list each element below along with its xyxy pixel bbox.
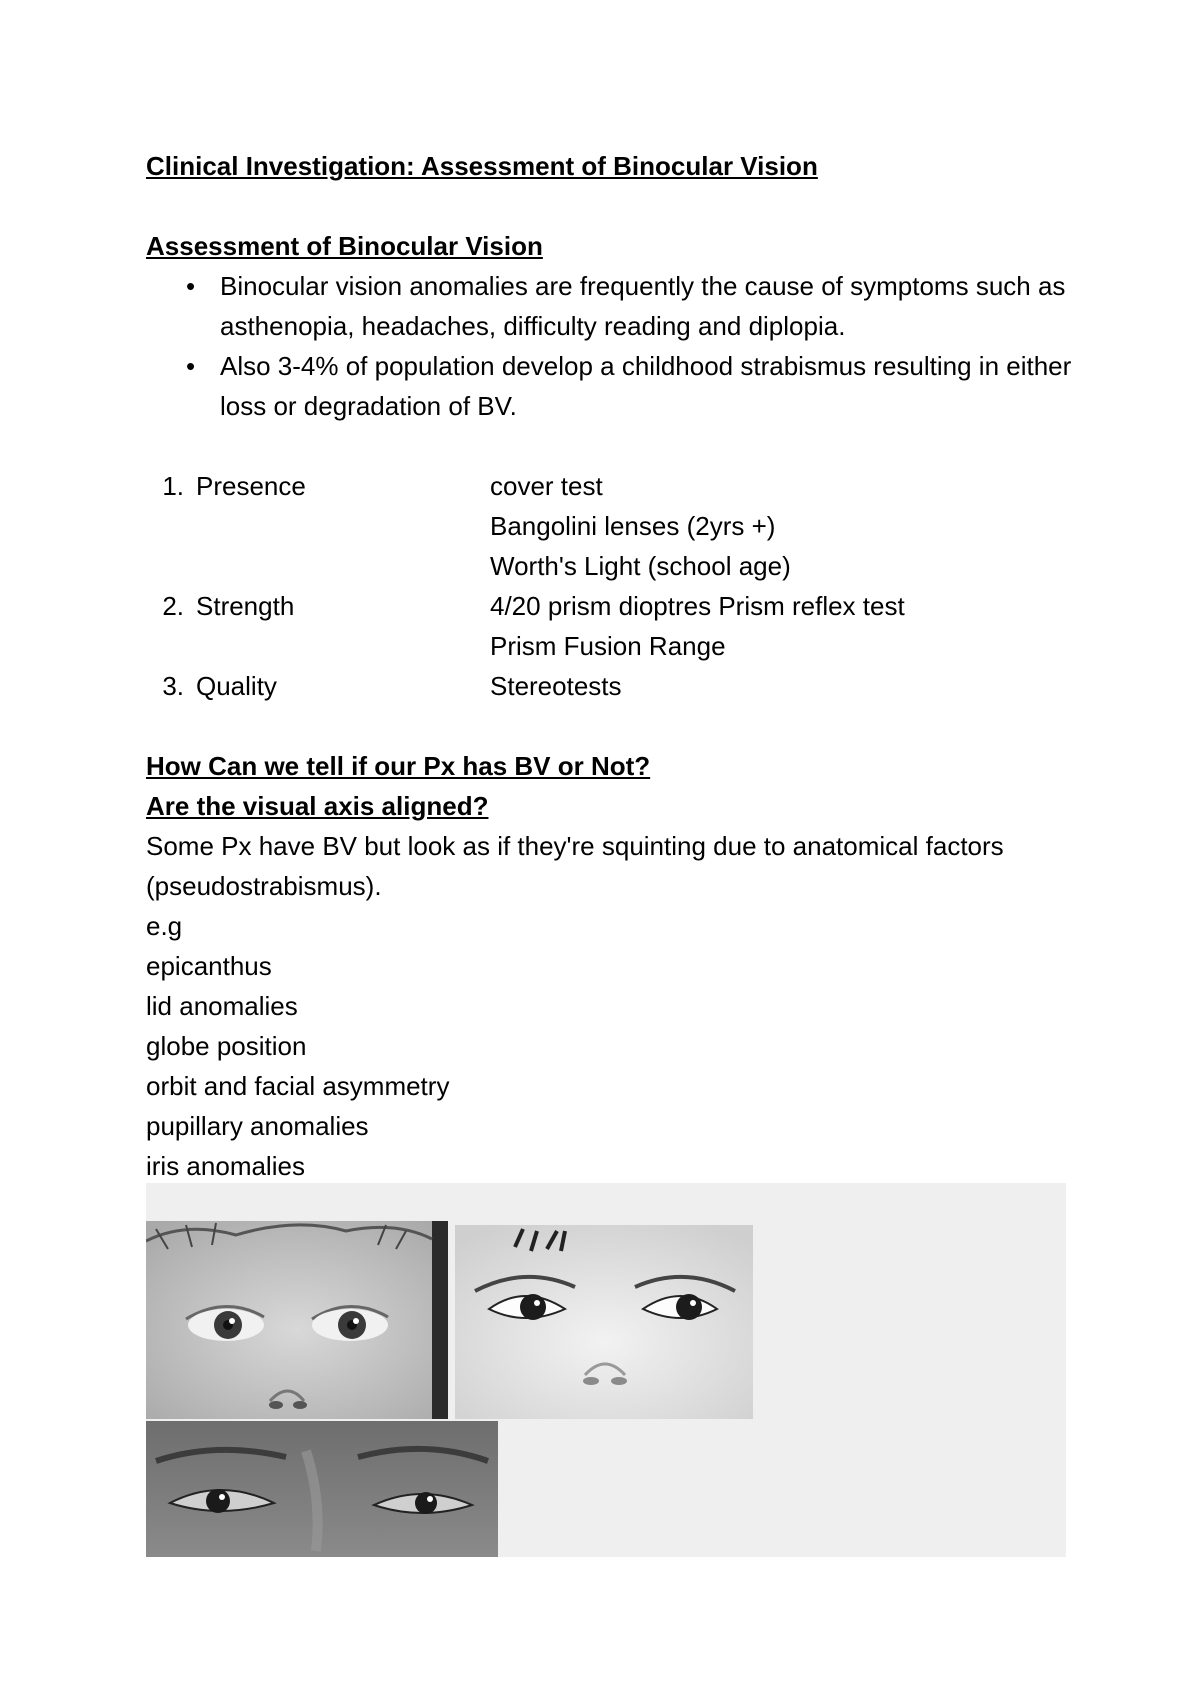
test-number-empty <box>146 546 184 586</box>
test-label: Quality <box>196 671 277 701</box>
infant-eyes-photo-1 <box>146 1221 448 1419</box>
example-item: epicanthus <box>146 951 272 981</box>
test-number-empty <box>146 626 184 666</box>
bullet-item: • Binocular vision anomalies are frequently the cause of symptoms such as asthenopia, headaches, difficulty reading and diplopia. <box>146 266 1076 346</box>
test-number: 3. <box>162 671 184 701</box>
example-item: iris anomalies <box>146 1151 305 1181</box>
test-number-empty <box>146 506 184 546</box>
adult-eyes-photo <box>146 1421 498 1557</box>
infant-face-illustration-2 <box>455 1225 753 1419</box>
test-number: 1. <box>162 471 184 501</box>
infant-face-illustration-1 <box>146 1221 448 1419</box>
test-row-continuation <box>146 506 1076 546</box>
test-value: Prism Fusion Range <box>490 631 726 661</box>
test-label-empty <box>184 626 490 666</box>
test-row-continuation <box>146 546 1076 586</box>
bullet-item: • Also 3-4% of population develop a childhood strabismus resulting in either loss or degradation of BV. <box>146 346 1076 426</box>
test-value: Bangolini lenses (2yrs +) <box>490 511 776 541</box>
test-row-strength <box>146 586 1076 626</box>
test-label: Strength <box>196 591 295 621</box>
section-heading: Assessment of Binocular Vision <box>146 231 543 261</box>
test-list <box>146 466 1076 706</box>
document-page <box>146 146 1076 1186</box>
test-row-continuation <box>146 626 1076 666</box>
test-row-presence <box>146 466 1076 506</box>
question-heading: How Can we tell if our Px has BV or Not? <box>146 751 651 781</box>
body-paragraph: Some Px have BV but look as if they're squinting due to anatomical factors (pseudostrabismus). <box>146 831 1004 901</box>
document-title: Clinical Investigation: Assessment of Binocular Vision <box>146 151 818 181</box>
test-row-quality <box>146 666 1076 706</box>
test-number: 2. <box>162 591 184 621</box>
infant-eyes-photo-2 <box>455 1225 753 1419</box>
sub-heading: Are the visual axis aligned? <box>146 791 489 821</box>
test-label: Presence <box>196 471 306 501</box>
test-value: 4/20 prism dioptres Prism reflex test <box>490 591 905 621</box>
test-value: cover test <box>490 471 603 501</box>
example-item: orbit and facial asymmetry <box>146 1071 450 1101</box>
example-item: lid anomalies <box>146 991 298 1021</box>
bullet-list <box>146 266 1076 426</box>
test-value: Stereotests <box>490 671 622 701</box>
example-item: globe position <box>146 1031 307 1061</box>
test-value: Worth's Light (school age) <box>490 551 791 581</box>
test-label-empty <box>184 546 490 586</box>
example-label: e.g <box>146 911 183 941</box>
test-label-empty <box>184 506 490 546</box>
adult-eyes-illustration <box>146 1421 498 1557</box>
example-item: pupillary anomalies <box>146 1111 369 1141</box>
